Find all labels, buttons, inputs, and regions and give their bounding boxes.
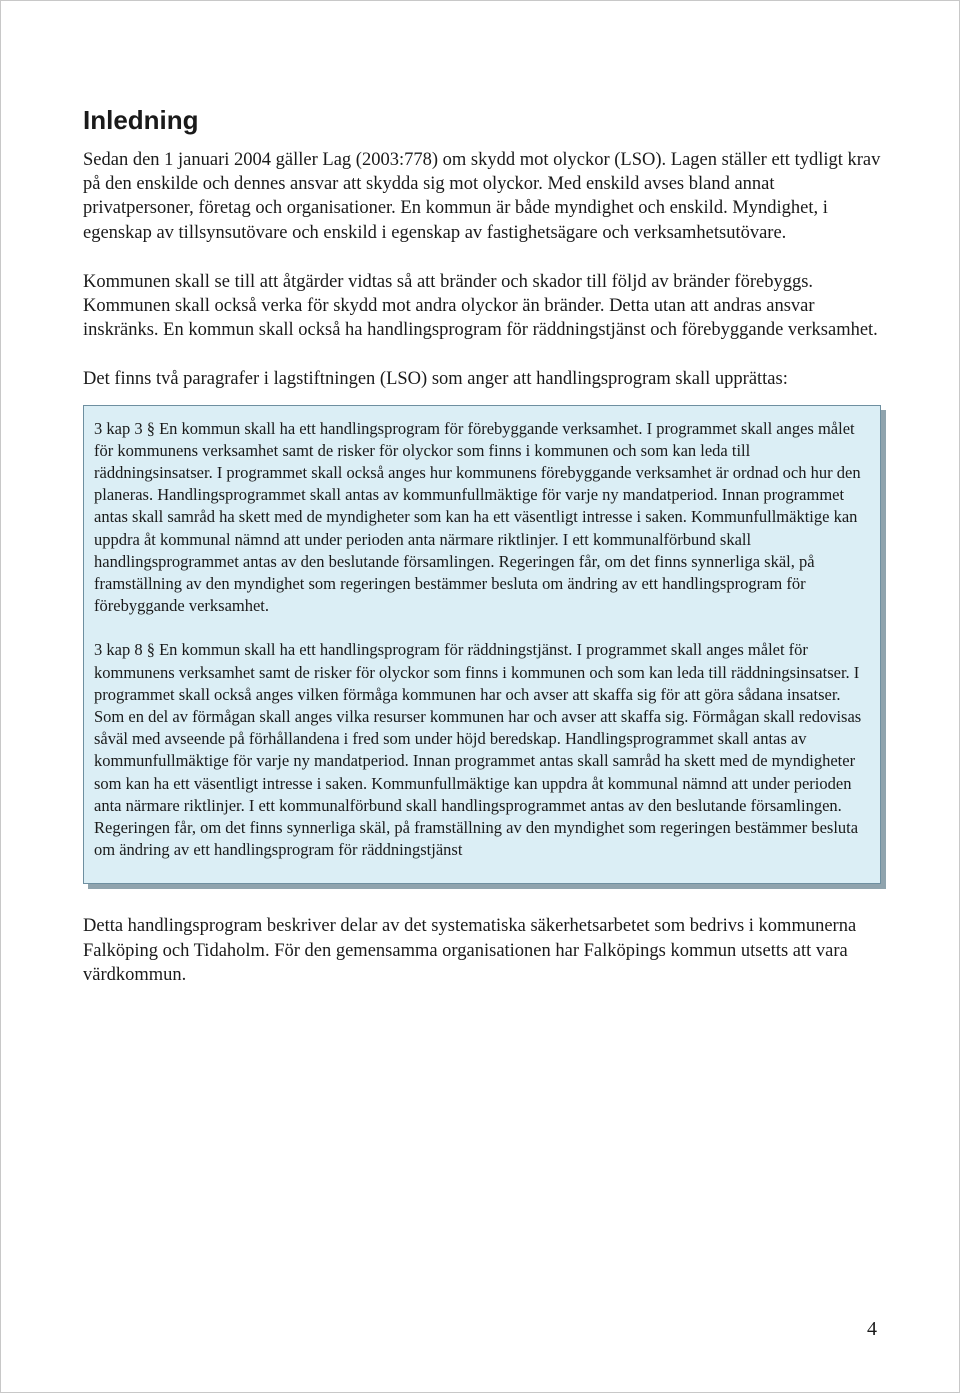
- responsibility-paragraph: Kommunen skall se till att åtgärder vidtas så att bränder och skador till följd av bränder förebyggs. Kommunen skall också verka för skydd mot andra olyckor än bränder. Detta utan att andras ansvar inskränks. En kommun skall också ha handlingsprogram för räddningstjänst och förebyggande verksamhet.: [83, 271, 878, 341]
- closing-paragraph: Detta handlingsprogram beskriver delar av det systematiska säkerhetsarbetet som bedrivs i kommunerna Falköping och Tidaholm. För den gemensamma organisationen har Falköpings kommun utsetts att vara värdkommun.: [83, 916, 857, 985]
- document-body: [83, 100, 883, 1012]
- page-number: 4: [867, 1318, 877, 1340]
- law-section-3-kap-8: 3 kap 8 § En kommun skall ha ett handlingsprogram för räddningstjänst. I programmet skall anges målet för kommunens verksamhet samt de risker för olyckor som finns i kommunen och som kan leda till räddningsinsatser. I programmet skall också anges vilken förmåga kommunen har och avser att skaffa sig för att göra sådana insatser. Som en del av förmågan skall anges vilka resurser kommunen har och avser att skaffa sig. Förmågan skall redovisas såväl med avseende på förhållandena i fred som under höjd beredskap. Handlingsprogrammet skall antas av kommunfullmäktige för varje ny mandatperiod. Innan programmet antas skall samråd ha skett med de myndigheter som kan ha ett väsentligt intresse i saken. Kommunfullmäktige kan uppdra åt kommunal nämnd att under perioden anta närmare riktlinjer. I ett kommunalförbund skall handlingsprogrammet antas av den beslutande församlingen. Regeringen får, om det finns synnerliga skäl, på framställning av den myndighet som regeringen bestämmer besluta om ändring av ett handlingsprogram för räddningstjänst: [94, 640, 862, 860]
- law-section-3-kap-3: 3 kap 3 § En kommun skall ha ett handlingsprogram för förebyggande verksamhet. I programmet skall anges målet för kommunens verksamhet samt de risker för olyckor som finns i kommunen och som kan leda till räddningsinsatser. I programmet skall också anges hur kommunens förebyggande verksamhet är ordnad och hur den planeras. Handlingsprogrammet skall antas av kommunfullmäktige för varje ny mandatperiod. Innan programmet antas skall samråd ha skett med de myndigheter som kan ha ett väsentligt intresse i saken. Kommunfullmäktige kan uppdra åt kommunal nämnd att under perioden anta närmare riktlinjer. I ett kommunalförbund skall handlingsprogrammet antas av den beslutande församlingen. Regeringen får, om det finns synnerliga skäl, på framställning av den myndighet som regeringen bestämmer besluta om ändring av ett handlingsprogram för förebyggande verksamhet.: [94, 418, 861, 616]
- paragraphs-intro: Det finns två paragrafer i lagstiftningen (LSO) som anger att handlingsprogram skall upprättas:: [83, 369, 788, 390]
- section-heading: Inledning: [83, 105, 199, 135]
- intro-paragraph: Sedan den 1 januari 2004 gäller Lag (2003:778) om skydd mot olyckor (LSO). Lagen ställer ett tydligt krav på den enskilde och dennes ansvar att skydda sig mot olyckor. Med enskild avses bland annat privatpersoner, företag och organisationer. En kommun är både myndighet och enskild. Myndighet, i egenskap av tillsynsutövare och enskild i egenskap av fastighetsägare och verksamhetsutövare.: [83, 150, 881, 243]
- law-quote-box: [83, 405, 881, 885]
